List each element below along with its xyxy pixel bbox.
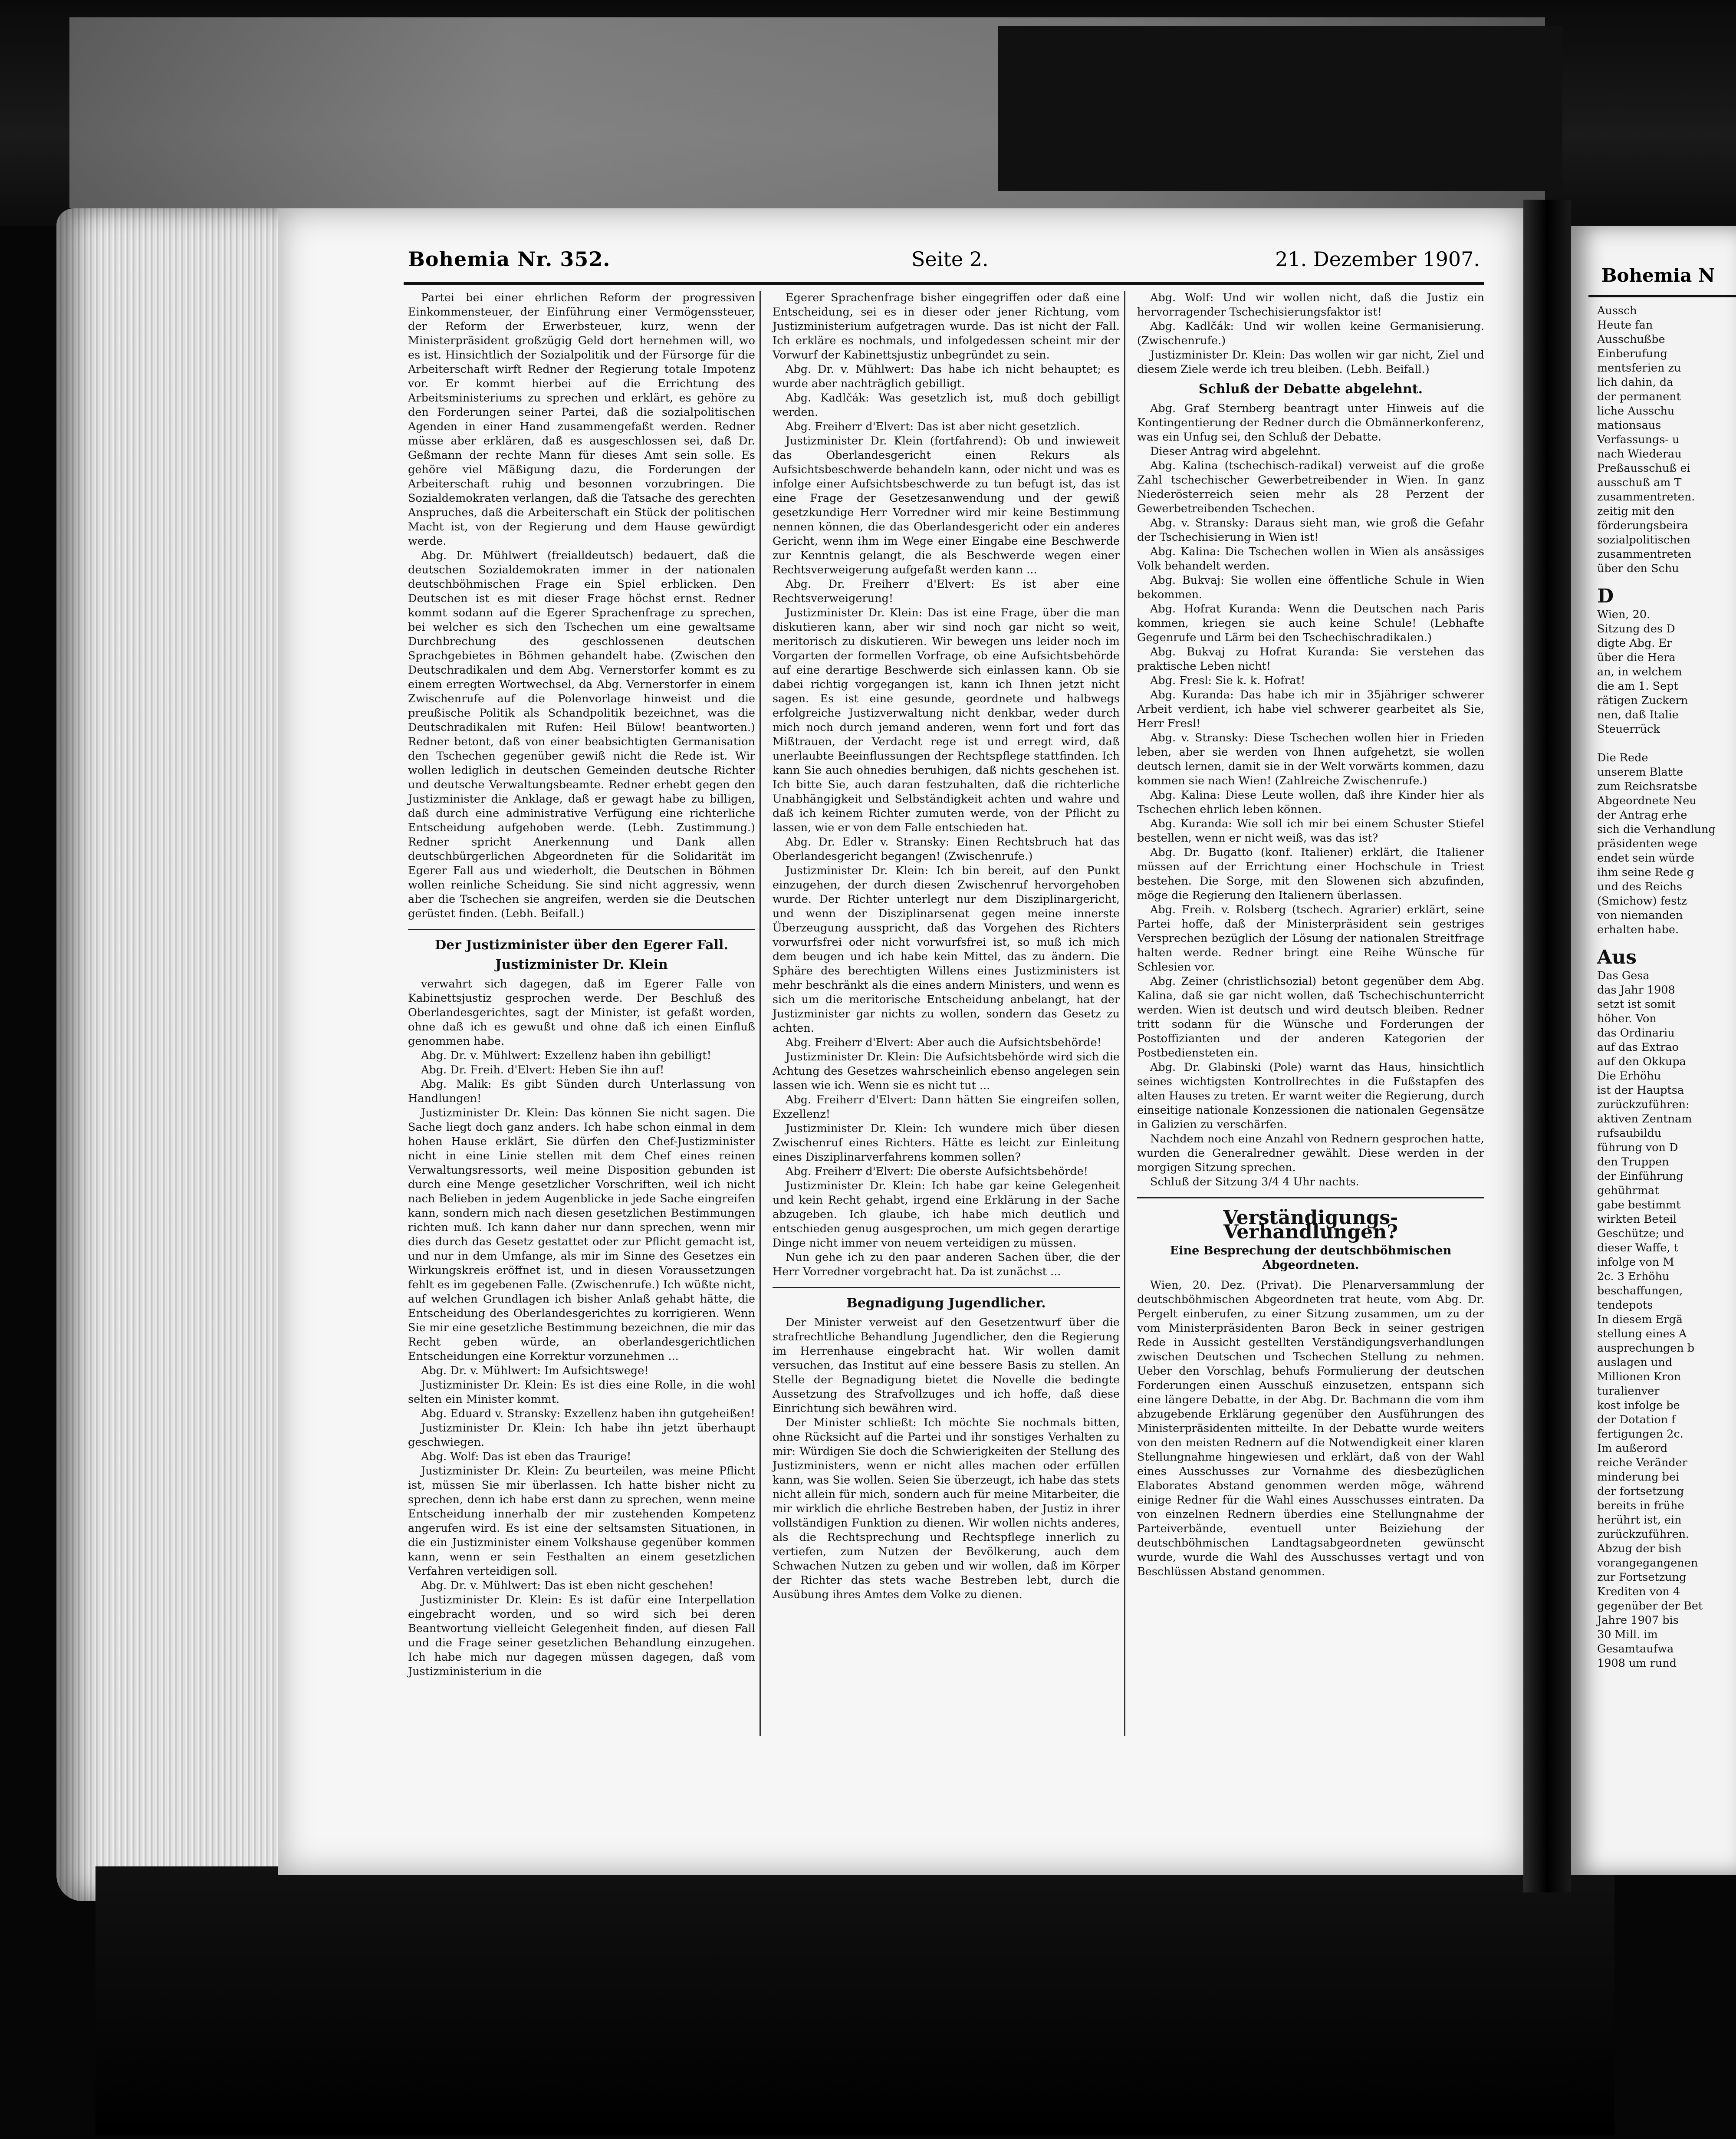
text-paragraph: dieser Waffe, t: [1597, 1241, 1678, 1254]
text-paragraph: zusammentreten: [1597, 548, 1692, 561]
text-paragraph: Abg. Kalina: Diese Leute wollen, daß ihre Kinder hier als Tschechen ehrlich leben können.: [1137, 789, 1484, 816]
text-paragraph: der Dotation f: [1597, 1413, 1676, 1426]
text-paragraph: Justizminister Dr. Klein: Es ist dies eine Rolle, in die wohl selten ein Minister kommt.: [408, 1379, 755, 1406]
text-paragraph: vorangegangenen: [1597, 1557, 1698, 1570]
book-gutter: [1523, 200, 1571, 1892]
text-paragraph: herührt ist, ein: [1597, 1514, 1682, 1527]
adjacent-header-rule: [1588, 295, 1736, 297]
text-paragraph: mentsferien zu: [1597, 362, 1681, 375]
text-paragraph: Millionen Kron: [1597, 1370, 1681, 1383]
text-paragraph: aktiven Zentnam: [1597, 1112, 1692, 1125]
text-paragraph: tendepots: [1597, 1299, 1653, 1312]
adjacent-lines-3: [1597, 969, 1736, 1671]
text-paragraph: zurückzuführen.: [1597, 1528, 1690, 1541]
text-paragraph: Einberufung: [1597, 347, 1667, 360]
text-paragraph: Abg. Freiherr d'Elvert: Dann hätten Sie eingreifen sollen, Exzellenz!: [773, 1093, 1120, 1121]
text-paragraph: Abg. Kuranda: Wie soll ich mir bei einem Schuster Stiefel bestellen, wenn er nicht weiß, was das ist?: [1137, 817, 1484, 845]
text-paragraph: Die Rede: [1597, 751, 1648, 764]
text-paragraph: Justizminister Dr. Klein: Ich wundere mich über diesen Zwischenruf eines Richters. Hätte es leicht zur Einleitung eines Disziplinarverfahrens kommen sollen?: [773, 1122, 1120, 1164]
text-paragraph: Aussch: [1597, 304, 1637, 317]
text-paragraph: mationsaus: [1597, 419, 1661, 432]
section-heading: Schluß der Debatte abgelehnt.: [1198, 382, 1423, 397]
text-paragraph: liche Ausschu: [1597, 405, 1675, 418]
text-paragraph: Abg. Freih. v. Rolsberg (tschech. Agrarier) erklärt, seine Partei hoffe, daß der Ministerpräsident sein gestriges Versprechen bezüglich der Lösung der nationalen Streitfrage halten werde. Redner bringt eine Reihe Wünsche für Schlesien vor.: [1137, 903, 1484, 974]
text-paragraph: Abg. Kuranda: Das habe ich mir in 35jähriger schwerer Arbeit verdient, ich habe viel schwerer gearbeitet als Sie, Herr Fresl!: [1137, 688, 1484, 730]
text-paragraph: fertigungen 2c.: [1597, 1428, 1683, 1441]
adjacent-lines-1: [1597, 304, 1736, 576]
text-paragraph: 1908 um rund: [1597, 1657, 1677, 1670]
text-paragraph: höher. Von: [1597, 1012, 1657, 1025]
text-paragraph: Abgeordnete Neu: [1597, 794, 1697, 807]
text-paragraph: Abg. Dr. Freih. d'Elvert: Heben Sie ihn auf!: [421, 1063, 664, 1076]
text-paragraph: Jahre 1907 bis: [1597, 1614, 1679, 1627]
article-headline: Verständigungs-Verhandlungen?: [1223, 1207, 1398, 1243]
text-paragraph: über die Hera: [1597, 651, 1676, 664]
text-paragraph: Abg. Zeiner (christlichsozial) betont gegenüber dem Abg. Kalina, daß sie gar nicht wollen, daß Tschechischunterricht werden. Wien ist deutsch und wird deutsch bleiben. Redner tritt sodann für die Wünsche und Forderungen der Postoffizianten und der anderen Kategorien der Postbediensteten ein.: [1137, 975, 1484, 1060]
text-paragraph: von niemanden: [1597, 909, 1683, 922]
adjacent-page-text: [1597, 304, 1736, 1671]
header-rule: [404, 282, 1484, 285]
text-paragraph: Justizminister Dr. Klein: Ich habe ihn jetzt überhaupt geschwiegen.: [408, 1422, 755, 1449]
col1-paragraphs-2: [408, 977, 755, 1679]
text-paragraph: Gesamtaufwa: [1597, 1642, 1674, 1655]
col3-paragraphs: [1137, 291, 1484, 377]
text-paragraph: Im außerord: [1597, 1442, 1668, 1455]
text-paragraph: Abg. Kalina: Die Tschechen wollen in Wien als ansässiges Volk behandelt werden.: [1137, 545, 1484, 573]
page-date: 21. Dezember 1907.: [1275, 247, 1480, 271]
text-paragraph: minderung bei: [1597, 1471, 1680, 1484]
text-paragraph: zusammentreten.: [1597, 490, 1695, 503]
section-heading: Der Justizminister über den Egerer Fall.: [435, 938, 728, 953]
text-paragraph: Abg. Graf Sternberg beantragt unter Hinweis auf die Kontingentierung der Redner durch die Obmännerkonferenz, was ein Unfug sei, den Schluß der Debatte.: [1137, 402, 1484, 444]
text-paragraph: Steuerrück: [1597, 723, 1660, 736]
text-paragraph: und des Reichs: [1597, 880, 1683, 893]
text-paragraph: (Smichow) festz: [1597, 895, 1687, 908]
text-paragraph: Abg. Dr. v. Mühlwert: Das habe ich nicht behauptet; es wurde aber nachträglich gebilligt.: [773, 363, 1120, 390]
text-paragraph: Abg. Bukvaj: Sie wollen eine öffentliche Schule in Wien bekommen.: [1137, 574, 1484, 601]
text-paragraph: das Ordinariu: [1597, 1027, 1675, 1040]
adjacent-lines-2: [1597, 608, 1736, 937]
text-paragraph: rufsaubildu: [1597, 1127, 1662, 1140]
text-paragraph: Abg. Dr. Freiherr d'Elvert: Es ist aber eine Rechtsverweigerung!: [773, 578, 1120, 605]
text-paragraph: zeitig mit den: [1597, 505, 1675, 518]
text-paragraph: der fortsetzung: [1597, 1485, 1684, 1498]
text-paragraph: zum Reichsratsbe: [1597, 780, 1697, 793]
text-paragraph: Abg. Dr. Mühlwert (freialldeutsch) bedauert, daß die deutschen Sozialdemokraten immer in der nationalen deutschböhmischen Frage ein Spiel erblicken. Den Deutschen ist es mit dieser Frage höchst ernst. Redner kommt sodann auf die Egerer Sprachenfrage zu sprechen, bei welcher es sich den Tschechen um eine gewaltsame Durchbrechung des geschlossenen deutschen Sprachgebietes in Böhmen gehandelt habe. (Zwischen den Deutschradikalen und dem Abg. Vernerstorfer kommt es zu einem erregten Wortwechsel, da Abg. Vernerstorfer in einem Zwischenrufe auf die Polenvorlage hinweist und die preußische Politik als Schandpolitik bezeichnet, was die Deutschradikalen mit Rufen: Heil Bülow! beantworten.) Redner betont, daß von einer beabsichtigten Germanisation den Tschechen gegenüber gewiß nicht die Rede ist. Wir wollen lediglich in deutschen Gemeinden deutsche Richter und deutsche Verwaltungsbeamte. Redner erhebt gegen den Justizminister die Anklage, daß er gewagt habe zu billigen, daß durch eine administrative Verfügung eine richterliche Entscheidung aufgehoben werde. (Lebh. Zustimmung.) Redner spricht Anerkennung und Dank allen deutschbürgerlichen Abgeordneten für die Solidarität im Egerer Fall aus und wiederholt, die Deutschen in Böhmen wollen reinliche Scheidung. Sie sind nicht aggressiv, wenn aber die Tschechen sie angreifen, werden sie die Deutschen gerüstet finden. (Lebh. Beifall.): [408, 549, 755, 920]
paper-title: Bohemia Nr. 352.: [408, 247, 611, 271]
text-paragraph: Abg. Dr. v. Mühlwert: Das ist eben nicht geschehen!: [421, 1579, 713, 1592]
section-subheading: Justizminister Dr. Klein: [495, 957, 668, 972]
text-paragraph: Abg. Freiherr d'Elvert: Die oberste Aufsichtsbehörde!: [786, 1165, 1088, 1178]
newspaper-page: [278, 208, 1523, 1875]
text-paragraph: Justizminister Dr. Klein: Die Aufsichtsbehörde wird sich die Achtung des Gesetzes wahrscheinlich ebenso angelegen sein lassen wie ich. Wenn sie es nicht tut ...: [773, 1050, 1120, 1092]
text-paragraph: In diesem Ergä: [1597, 1313, 1683, 1326]
text-paragraph: Abg. Wolf: Und wir wollen nicht, daß die Justiz ein hervorragender Tschechisierungsfaktor ist!: [1137, 291, 1484, 319]
adjacent-heading: D: [1597, 585, 1614, 607]
text-paragraph: Abg. v. Stransky: Diese Tschechen wollen hier in Frieden leben, aber sie werden von Ihnen aufgehetzt, sie wollen deutsch lernen, damit sie in der Welt vorwärts kommen, dazu kommen sie nach Wien! (Zahlreiche Zwischenrufe.): [1137, 731, 1484, 787]
text-paragraph: Nun gehe ich zu den paar anderen Sachen über, die der Herr Vorredner vorgebracht hat. Da ist zunächst ...: [773, 1251, 1120, 1278]
text-paragraph: ausschuß am T: [1597, 476, 1682, 489]
book-page-edges: [56, 208, 299, 1901]
text-paragraph: Krediten von 4: [1597, 1585, 1680, 1598]
text-paragraph: Die Erhöhu: [1597, 1070, 1661, 1083]
text-paragraph: förderungsbeira: [1597, 519, 1688, 532]
text-paragraph: Abg. Dr. Edler v. Stransky: Einen Rechtsbruch hat das Oberlandesgericht begangen! (Zwischenrufe.): [773, 836, 1120, 863]
text-paragraph: reiche Veränder: [1597, 1456, 1687, 1469]
text-paragraph: präsidenten wege: [1597, 837, 1697, 850]
text-paragraph: Ausschußbe: [1597, 333, 1665, 346]
section-heading: Begnadigung Jugendlicher.: [846, 1296, 1046, 1311]
text-paragraph: Justizminister Dr. Klein: Es ist dafür eine Interpellation eingebracht worden, und so wird sich bei deren Beantwortung vielleicht Gelegenheit finden, auf diesen Fall und die Frage seiner gesetzlichen Behandlung einzugehen. Ich habe mich nur dagegen müssen dagegen, daß vom Justizministerium in die: [408, 1593, 755, 1678]
text-paragraph: sozialpolitischen: [1597, 533, 1691, 546]
text-paragraph: Das Gesa: [1597, 969, 1650, 982]
text-paragraph: rätigen Zuckern: [1597, 694, 1688, 707]
text-paragraph: Abg. Kadlčák: Und wir wollen keine Germanisierung. (Zwischenrufe.): [1137, 320, 1484, 347]
column-rule: [1124, 291, 1125, 1736]
col3-paragraphs-2: [1137, 401, 1484, 1189]
adjacent-page-header: Bohemia N: [1601, 265, 1715, 286]
text-paragraph: Abg. Bukvaj zu Hofrat Kuranda: Sie verstehen das praktische Leben nicht!: [1137, 645, 1484, 673]
text-paragraph: Wien, 20. Dez. (Privat). Die Plenarversammlung der deutschböhmischen Abgeordneten trat heute, vom Abg. Dr. Pergelt einberufen, zu einer Sitzung zusammen, um zu der vom Ministerpräsidenten Baron Beck in seiner gestrigen Rede in Aussicht gestellten Verständigungsverhandlungen zwischen Deutschen und Tschechen Stellung zu nehmen. Ueber den Vorschlag, behufs Formulierung der deutschen Forderungen einen Ausschuß einzusetzen, entspann sich eine längere Debatte, in der Abg. Dr. Bachmann die vom ihm abzugebende Erklärung gegenüber den Ausführungen des Ministerpräsidenten mitteilte. In der Debatte wurde weiters von den meisten Rednern auf die Notwendigkeit einer klaren Stellungnahme hingewiesen und erklärt, daß von der Wahl eines Ausschusses zur Vornahme des diesbezüglichen Elaborates Abstand genommen werden möge, während einige Redner für die Wahl eines Ausschusses eintraten. Da von einzelnen Rednern überdies eine Stellungnahme der Parteiverbände, eventuell unter Beiziehung der deutschböhmischen Landtagsabgeordneten gewünscht wurde, wurde die Wahl des Ausschusses vertagt und von Beschlüssen Abstand genommen.: [1137, 1279, 1484, 1578]
text-paragraph: endet sein würde: [1597, 852, 1694, 865]
text-paragraph: [1597, 737, 1736, 751]
text-paragraph: die am 1. Sept: [1597, 680, 1678, 693]
text-paragraph: Abg. Dr. Glabinski (Pole) warnt das Haus, hinsichtlich seines wichtigsten Kontrollrechtes in die Fußstapfen des alten Hauses zu treten. Er warnt weiter die Regierung, durch einseitige nationale Konzessionen die nationalen Gegensätze in Galizien zu verschärfen.: [1137, 1061, 1484, 1131]
text-paragraph: setzt ist somit: [1597, 998, 1676, 1011]
text-paragraph: nach Wiederau: [1597, 448, 1682, 461]
text-paragraph: infolge von M: [1597, 1256, 1674, 1269]
text-paragraph: Justizminister Dr. Klein (fortfahrend): Ob und inwieweit das Oberlandesgericht einen Rekurs als Aufsichtsbeschwerde behandeln kann, oder nicht und was es infolge einer Aufsichtsbeschwerde zu tun befugt ist, das ist eine Frage der Gesetzesanwendung und der gewiß gesetzkundige Herr Vorredner wird mir keine Bestimmung nennen können, die das Oberlandesgericht oder ein anderes Gericht, wenn ihm im Wege einer Eingabe eine Beschwerde zur Kenntnis gelangt, die als Beschwerde wegen einer Rechtsverweigerung aufgefaßt werden kann ...: [773, 434, 1120, 576]
text-paragraph: führung von D: [1597, 1141, 1678, 1154]
text-paragraph: Nachdem noch eine Anzahl von Rednern gesprochen hatte, wurden die Generalredner gewählt. Diese werden in der morgigen Sitzung sprechen.: [1137, 1132, 1484, 1174]
text-paragraph: zurückzuführen:: [1597, 1098, 1690, 1111]
text-paragraph: Abg. Kalina (tschechisch-radikal) verweist auf die große Zahl tschechischer Gewerbetreibender in Wien. In ganz Niederösterreich seien mehr als 28 Perzent der Gewerbetreibenden Tschechen.: [1137, 459, 1484, 515]
text-paragraph: Abg. Dr. Bugatto (konf. Italiener) erklärt, die Italiener müssen auf der Errichtung einer Hochschule in Triest bestehen. Die Sorge, mit den Slowenen sich abzufinden, möge die Regierung den Italienern überlassen.: [1137, 846, 1484, 902]
text-paragraph: Abg. Dr. v. Mühlwert: Exzellenz haben ihn gebilligt!: [421, 1049, 711, 1062]
adjacent-heading: Aus: [1597, 946, 1637, 968]
page-number: Seite 2.: [911, 247, 989, 271]
section-rule: [773, 1287, 1120, 1288]
text-paragraph: Abg. Kadlčák: Was gesetzlich ist, muß doch gebilligt werden.: [773, 392, 1120, 419]
text-paragraph: Sitzung des D: [1597, 622, 1675, 635]
text-paragraph: der Antrag erhe: [1597, 809, 1687, 822]
text-paragraph: unserem Blatte: [1597, 766, 1683, 779]
text-paragraph: der permanent: [1597, 390, 1681, 403]
text-paragraph: ihm seine Rede g: [1597, 866, 1694, 879]
text-paragraph: turalienver: [1597, 1385, 1660, 1398]
text-paragraph: an, in welchem: [1597, 665, 1682, 678]
text-paragraph: Geschütze; und: [1597, 1227, 1684, 1240]
text-paragraph: Verfassungs- u: [1597, 433, 1680, 446]
text-paragraph: Abg. Dr. v. Mühlwert: Im Aufsichtswege!: [421, 1364, 649, 1377]
text-paragraph: Partei bei einer ehrlichen Reform der progressiven Einkommensteuer, der Einführung einer Vermögenssteuer, der Reform der Erwerbsteuer, kurz, wenn der Ministerpräsident großzügig Geld dort hernehmen will, wo es ist. Hinsichtlich der Sozialpolitik und der Fürsorge für die Arbeiterschaft wirft Redner der Regierung totale Impotenz vor. Er kommt hierbei auf die Errichtung des Arbeitsministeriums zu sprechen und erklärt, es gehöre zu den Forderungen seiner Partei, daß die sozialpolitischen Agenden in einer Hand zusammengefaßt werden. Redner müsse aber erklären, daß es ausgeschlossen sei, daß Dr. Geßmann der rechte Mann für dieses Amt sein solle. Es gehöre viel Mäßigung dazu, die Forderungen der Arbeiterschaft ruhig und besonnen vorzubringen. Die Sozialdemokraten verlangen, daß die Tatsache des gerechten Anspruches, daß die Arbeiterschaft ein Stück der politischen Macht ist, von der Regierung und dem Hause gewürdigt werde.: [408, 291, 755, 548]
text-paragraph: Justizminister Dr. Klein: Das wollen wir gar nicht, Ziel und diesem Ziele werde ich treu bleiben. (Lebh. Beifall.): [1137, 349, 1484, 376]
adjacent-page: [1571, 226, 1736, 1875]
text-paragraph: Heute fan: [1597, 319, 1653, 332]
column-2: [773, 291, 1120, 1602]
text-paragraph: den Truppen: [1597, 1155, 1669, 1168]
text-paragraph: Justizminister Dr. Klein: Zu beurteilen, was meine Pflicht ist, müssen Sie mir überlassen. Ich hatte bisher nicht zu sprechen, denn ich habe erst dann zu sprechen, wenn meine Entscheidung innerhalb der mir zustehenden Kompetenz angerufen wird. Es ist eine der seltsamsten Situationen, in die ein Justizminister einem Volkshause gegenüber kommen kann, wenn er sein Festhalten an einem gesetzlichen Verfahren verteidigen soll.: [408, 1464, 755, 1578]
col1-paragraphs: [408, 291, 755, 921]
scan-frame-dark: [998, 26, 1562, 191]
text-paragraph: gehührmat: [1597, 1184, 1659, 1197]
text-paragraph: stellung eines A: [1597, 1327, 1687, 1340]
text-paragraph: lich dahin, da: [1597, 376, 1674, 389]
column-3: [1137, 291, 1484, 1579]
text-paragraph: Justizminister Dr. Klein: Das ist eine Frage, über die man diskutieren kann, aber wir sind noch gar nicht so weit, meritorisch zu diskutieren. Wir bewegen uns leider noch im Vorgarten der formellen Vorfrage, ob eine Aufsichtsbehörde auf eine derartige Beschwerde sich einlassen kann. Ob sie dabei richtig vorgegangen ist, kann ich Ihnen jetzt nicht sagen. Es ist eine gesunde, geordnete und halbwegs erfolgreiche Justizverwaltung nicht denkbar, weder durch mich noch durch jemand anderen, wenn fort und fort das Mißtrauen, der Verdacht rege ist und erregt wird, daß unerlaubte Beeinflussungen der Rechtspflege stattfinden. Ich kann Sie auch ohnedies beruhigen, daß nichts geschehen ist. Ich bitte Sie, auch daran festzuhalten, daß die richterliche Unabhängigkeit und Selbständigkeit achten und wahre und daß ich keinem Richter zumuten werde, von der Pflicht zu lassen, wie er von dem Falle entschieden hat.: [773, 606, 1120, 834]
section-rule: [1137, 1197, 1484, 1198]
text-paragraph: Abg. v. Stransky: Daraus sieht man, wie groß die Gefahr der Tschechisierung in Wien ist!: [1137, 517, 1484, 544]
text-paragraph: auslagen und: [1597, 1356, 1673, 1369]
article-subheadline: Eine Besprechung der deutschböhmischen Abgeordneten.: [1170, 1244, 1452, 1272]
text-paragraph: sich die Verhandlung: [1597, 823, 1716, 836]
column-1: [408, 291, 755, 1679]
text-paragraph: erhalten habe.: [1597, 923, 1679, 936]
book-bottom: [95, 1866, 1614, 2136]
text-paragraph: beschaffungen,: [1597, 1284, 1683, 1297]
text-paragraph: gabe bestimmt: [1597, 1198, 1681, 1211]
text-paragraph: Abg. Freiherr d'Elvert: Das ist aber nicht gesetzlich.: [786, 420, 1080, 433]
text-paragraph: auf den Okkupa: [1597, 1055, 1686, 1068]
text-paragraph: Abzug der bish: [1597, 1542, 1682, 1555]
col3-paragraphs-3: [1137, 1278, 1484, 1579]
text-paragraph: nen, daß Italie: [1597, 708, 1679, 721]
text-paragraph: Abg. Fresl: Sie k. k. Hofrat!: [1150, 674, 1305, 687]
text-paragraph: 2c. 3 Erhöhu: [1597, 1270, 1670, 1283]
text-paragraph: verwahrt sich dagegen, daß im Egerer Falle von Kabinettsjustiz gesprochen werde. Der Beschluß des Oberlandesgerichtes, sagt der Minister, ist gefaßt worden, ohne daß ich es gewußt und ohne daß ich einen Einfluß genommen habe.: [408, 977, 755, 1048]
text-paragraph: Abg. Eduard v. Stransky: Exzellenz haben ihn gutgeheißen!: [421, 1407, 755, 1420]
text-paragraph: gegenüber der Bet: [1597, 1599, 1703, 1612]
text-paragraph: digte Abg. Er: [1597, 637, 1672, 650]
text-paragraph: Dieser Antrag wird abgelehnt.: [1150, 445, 1321, 458]
text-paragraph: ausprechungen b: [1597, 1342, 1695, 1355]
text-paragraph: Justizminister Dr. Klein: Das können Sie nicht sagen. Die Sache liegt doch ganz anders. Ich habe schon einmal in dem hohen Hause erklärt, Sie dürfen den Chef-Justizminister nicht in eine Linie stellen mit dem Chef eines reinen Verwaltungsressorts, weil meine Disposition gebunden ist durch eine Menge gesetzlicher Vorschriften, weil ich nicht nach Belieben in jedem Augenblicke in jede Sache eingreifen kann, sondern mich nach diesen gesetzlichen Bestimmungen richten muß. Ich kann daher nur dann sprechen, wenn mir dies durch das Gesetz gestattet oder zur Pflicht gemacht ist, und nur in dem Umfange, als mir im Sinne des Gesetzes ein Wirkungskreis eröffnet ist, und in diesen Voraussetzungen fehlt es im gegebenen Falle. (Zwischenrufe.) Ich wüßte nicht, auf welchen Grundlagen ich bisher Anlaß gehabt hätte, die Entscheidung des Oberlandesgerichtes zu korrigieren. Wenn Sie mir eine gesetzliche Bestimmung bezeichnen, die mir das Recht geben würde, an oberlandesgerichtlichen Entscheidungen eine Korrektur vorzunehmen ...: [408, 1106, 755, 1363]
page-header: [408, 247, 1480, 278]
text-paragraph: Abg. Hofrat Kuranda: Wenn die Deutschen nach Paris kommen, kriegen sie auch keine Schule! (Lebhafte Gegenrufe und Lärm bei den Tschechischradikalen.): [1137, 602, 1484, 644]
text-paragraph: der Einführung: [1597, 1170, 1683, 1183]
text-paragraph: ist der Hauptsa: [1597, 1084, 1684, 1097]
col2-paragraphs-2: [773, 1316, 1120, 1602]
text-paragraph: auf das Extrao: [1597, 1041, 1679, 1054]
text-paragraph: kost infolge be: [1597, 1399, 1680, 1412]
text-paragraph: Schluß der Sitzung 3/4 4 Uhr nachts.: [1150, 1175, 1359, 1188]
text-paragraph: Egerer Sprachenfrage bisher eingegriffen oder daß eine Entscheidung, sei es in dieser oder jener Richtung, vom Justizministerium aufgetragen wurde. Das ist nicht der Fall. Ich erkläre es nochmals, und infolgedessen scheint mir der Vorwurf der Kabinettsjustiz unbegründet zu sein.: [773, 291, 1120, 362]
text-paragraph: Justizminister Dr. Klein: Ich bin bereit, auf den Punkt einzugehen, der durch diesen Zwischenruf hervorgehoben wurde. Der Richter unterlegt nur dem Disziplinargericht, und wenn der Disziplinarsenat gegen meine innerste Überzeugung ausspricht, daß das Vorgehen des Richters vorwurfsfrei oder nicht vorwurfsfrei ist, so muß ich mich dem beugen und ich habe kein Mittel, das zu ändern. Die Sphäre des berechtigten Willens eines Justizministers ist mehr beschränkt als die eines andern Ministers, und wenn es sich um die meritorische Entscheidung anbelangt, hat der Justizminister gar nichts zu wollen, sondern das Gesetz zu achten.: [773, 864, 1120, 1035]
text-paragraph: Preßausschuß ei: [1597, 462, 1690, 475]
text-paragraph: Abg. Wolf: Das ist eben das Traurige!: [421, 1450, 631, 1463]
text-paragraph: bereits in frühe: [1597, 1499, 1684, 1512]
text-paragraph: über den Schu: [1597, 562, 1679, 575]
text-paragraph: Abg. Freiherr d'Elvert: Aber auch die Aufsichtsbehörde!: [786, 1036, 1101, 1049]
text-paragraph: Wien, 20.: [1597, 608, 1651, 621]
text-paragraph: 30 Mill. im: [1597, 1628, 1658, 1641]
text-paragraph: Abg. Malik: Es gibt Sünden durch Unterlassung von Handlungen!: [408, 1078, 755, 1105]
col2-paragraphs: [773, 291, 1120, 1279]
text-paragraph: zur Fortsetzung: [1597, 1571, 1687, 1584]
text-paragraph: Justizminister Dr. Klein: Ich habe gar keine Gelegenheit und kein Recht gehabt, irgend eine Erklärung in der Sache abzugeben. Ich glaube, ich habe mich deutlich und entschieden genug ausgesprochen, um mich gegen derartige Dinge nicht immer von neuem verteidigen zu müssen.: [773, 1179, 1120, 1250]
text-paragraph: wirkten Beteil: [1597, 1213, 1677, 1226]
column-rule: [760, 291, 761, 1736]
text-paragraph: Der Minister verweist auf den Gesetzentwurf über die strafrechtliche Behandlung Jugendlicher, den die Regierung im Herrenhause eingebracht hat. Wir wollen damit versuchen, das Institut auf eine bessere Basis zu stellen. An Stelle der Begnadigung bietet die Novelle die bedingte Aussetzung des Strafvollzuges und ich hoffe, daß diese Einrichtung sich bewähren wird.: [773, 1316, 1120, 1415]
text-paragraph: Der Minister schließt: Ich möchte Sie nochmals bitten, ohne Rücksicht auf die Partei und ihr sonstiges Verhalten zu mir: Würdigen Sie doch die Schwierigkeiten der Stellung des Justizministers, wenn er nicht alles machen oder erfüllen kann, was Sie wollen. Seien Sie überzeugt, ich habe das stets nicht allein für mich, sondern auch für meine Mitarbeiter, die mir wirklich die ehrliche Bestreben haben, der Justiz in ihrer vollständigen Funktion zu dienen. Wir wollen nichts anderes, als die Rechtsprechung und Rechtspflege innerlich zu vertiefen, zum Nutzen der Bevölkerung, auch dem Schwachen Nutzen zu geben und wir wollen, daß im Körper der Richter das stets wache Bestreben lebt, durch die Ausübung ihres Amtes dem Volke zu dienen.: [773, 1416, 1120, 1601]
section-rule: [408, 929, 755, 930]
text-paragraph: das Jahr 1908: [1597, 984, 1675, 997]
